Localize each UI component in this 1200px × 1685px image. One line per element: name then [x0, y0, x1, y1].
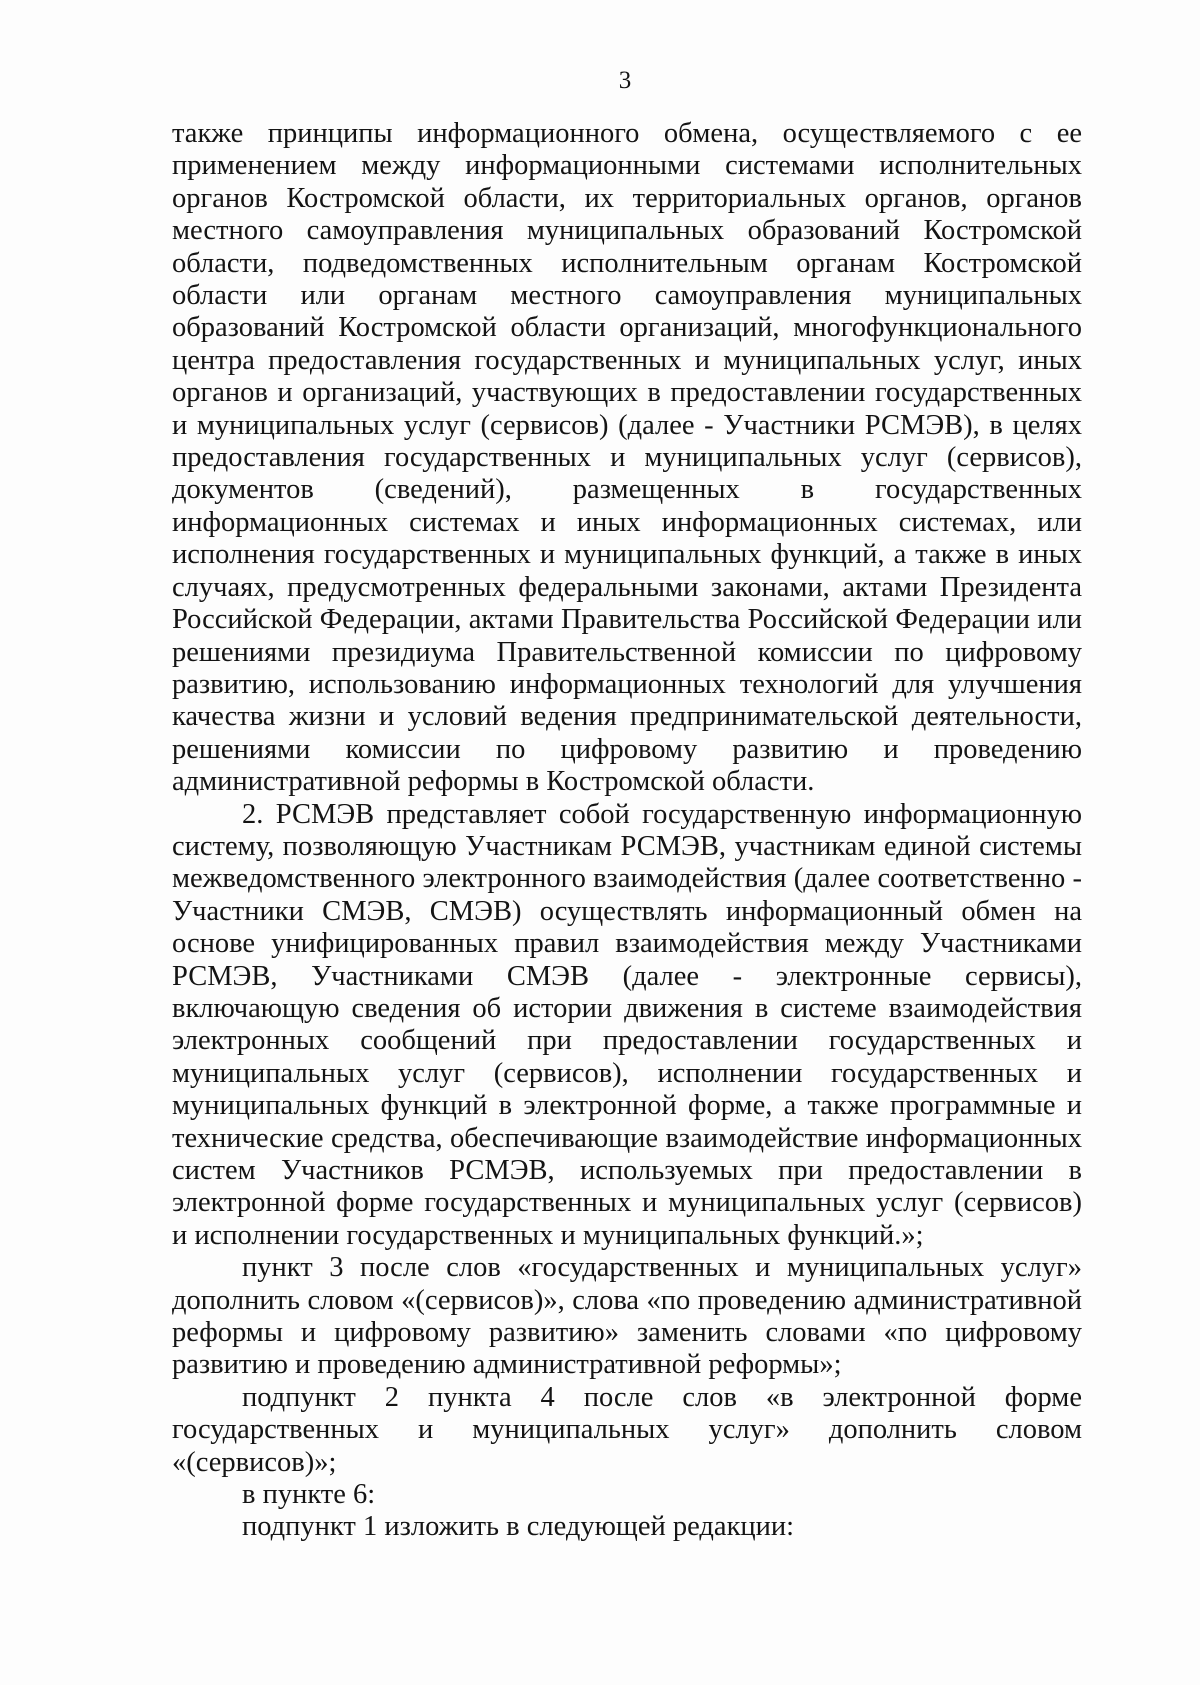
- document-body: [172, 118, 1082, 1544]
- paragraph-item-2: 2. РСМЭВ представляет собой государственную информационную систему, позволяющую Участникам РСМЭВ, участникам единой системы межведомственного электронного взаимодействия (далее соответственно - Участники СМЭВ, СМЭВ) осуществлять информационный обмен на основе унифицированных правил взаимодействия между Участниками РСМЭВ, Участниками СМЭВ (далее - электронные сервисы), включающую сведения об истории движения в системе взаимодействия электронных сообщений при предоставлении государственных и муниципальных услуг (сервисов), исполнении государственных и муниципальных функций в электронной форме, а также программные и технические средства, обеспечивающие взаимодействие информационных систем Участников РСМЭВ, используемых при предоставлении в электронной форме государственных и муниципальных услуг (сервисов) и исполнении государственных и муниципальных функций.»;: [172, 798, 1082, 1251]
- paragraph-continuation: также принципы информационного обмена, осуществляемого с ее применением между информационными системами исполнительных органов Костромской области, их территориальных органов, органов местного самоуправления муниципальных образований Костромской области, подведомственных исполнительным органам Костромской области или органам местного самоуправления муниципальных образований Костромской области организаций, многофункционального центра предоставления государственных и муниципальных услуг, иных органов и организаций, участвующих в предоставлении государственных и муниципальных услуг (сервисов) (далее - Участники РСМЭВ), в целях предоставления государственных и муниципальных услуг (сервисов), документов (сведений), размещенных в государственных информационных системах и иных информационных системах, или исполнения государственных и муниципальных функций, а также в иных случаях, предусмотренных федеральными законами, актами Президента Российской Федерации, актами Правительства Российской Федерации или решениями президиума Правительственной комиссии по цифровому развитию, использованию информационных технологий для улучшения качества жизни и условий ведения предпринимательской деятельности, решениями комиссии по цифровому развитию и проведению административной реформы в Костромской области.: [172, 118, 1082, 798]
- paragraph-point-6-heading: в пункте 6:: [242, 1479, 376, 1511]
- paragraph-amendment-point-4: подпункт 2 пункта 4 после слов «в электронной форме государственных и муниципальных услуг» дополнить словом «(сервисов)»;: [172, 1381, 1082, 1478]
- paragraph-amendment-point-3: пункт 3 после слов «государственных и муниципальных услуг» дополнить словом «(сервисов)», слова «по проведению административной реформы и цифровому развитию» заменить словами «по цифровому развитию и проведению административной реформы»;: [172, 1252, 1082, 1381]
- paragraph-subpoint-1-intro: подпункт 1 изложить в следующей редакции:: [242, 1511, 795, 1543]
- page-number: 3: [618, 67, 632, 94]
